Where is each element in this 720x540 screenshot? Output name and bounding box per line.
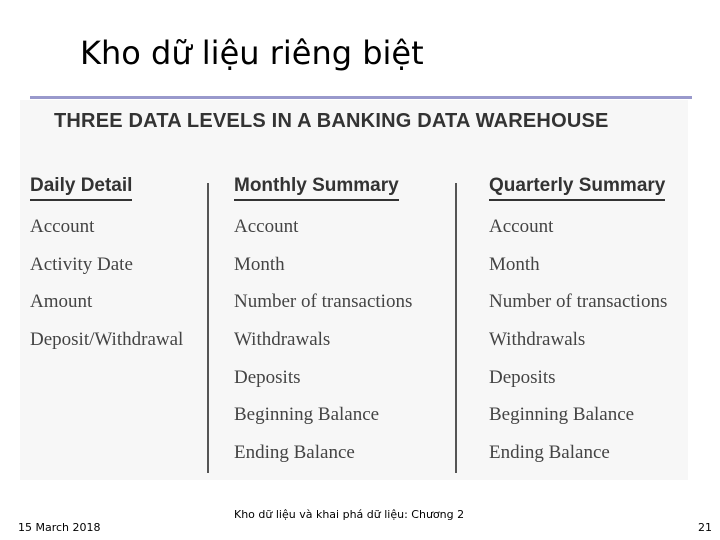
list-item: Withdrawals: [234, 329, 331, 351]
title-divider: [30, 96, 692, 99]
list-item: Deposits: [234, 366, 301, 388]
list-item: Activity Date: [30, 253, 133, 275]
list-item: Deposit/Withdrawal: [30, 329, 184, 351]
list-item: Account: [234, 216, 299, 237]
column-daily-detail: [30, 174, 205, 365]
list-item: Number of transactions: [234, 291, 413, 313]
column-header: Quarterly Summary: [489, 174, 665, 201]
column-quarterly-summary: [489, 174, 689, 478]
list-item: Amount: [30, 291, 93, 313]
figure-heading: THREE DATA LEVELS IN A BANKING DATA WAREHOUSE: [54, 110, 609, 132]
column-list: [234, 214, 454, 478]
list-item: Month: [234, 253, 285, 275]
list-item: Account: [489, 216, 554, 237]
column-divider: [455, 183, 457, 473]
footer-course-title: Kho dữ liệu và khai phá dữ liệu: Chương 2: [234, 508, 465, 521]
list-item: Beginning Balance: [489, 404, 635, 426]
list-item: Number of transactions: [489, 291, 668, 313]
list-item: Withdrawals: [489, 329, 586, 351]
column-list: [489, 214, 689, 478]
column-list: [30, 214, 205, 365]
page-number: 21: [698, 521, 712, 534]
list-item: Account: [30, 216, 95, 237]
column-monthly-summary: [234, 174, 454, 478]
list-item: Beginning Balance: [234, 404, 380, 426]
list-item: Month: [489, 253, 540, 275]
column-header: Monthly Summary: [234, 174, 399, 201]
footer-date: 15 March 2018: [18, 521, 101, 534]
list-item: Ending Balance: [234, 442, 355, 464]
list-item: Deposits: [489, 366, 556, 388]
column-header: Daily Detail: [30, 174, 132, 201]
list-item: Ending Balance: [489, 442, 610, 464]
slide-title: Kho dữ liệu riêng biệt: [80, 34, 424, 72]
column-divider: [207, 183, 209, 473]
